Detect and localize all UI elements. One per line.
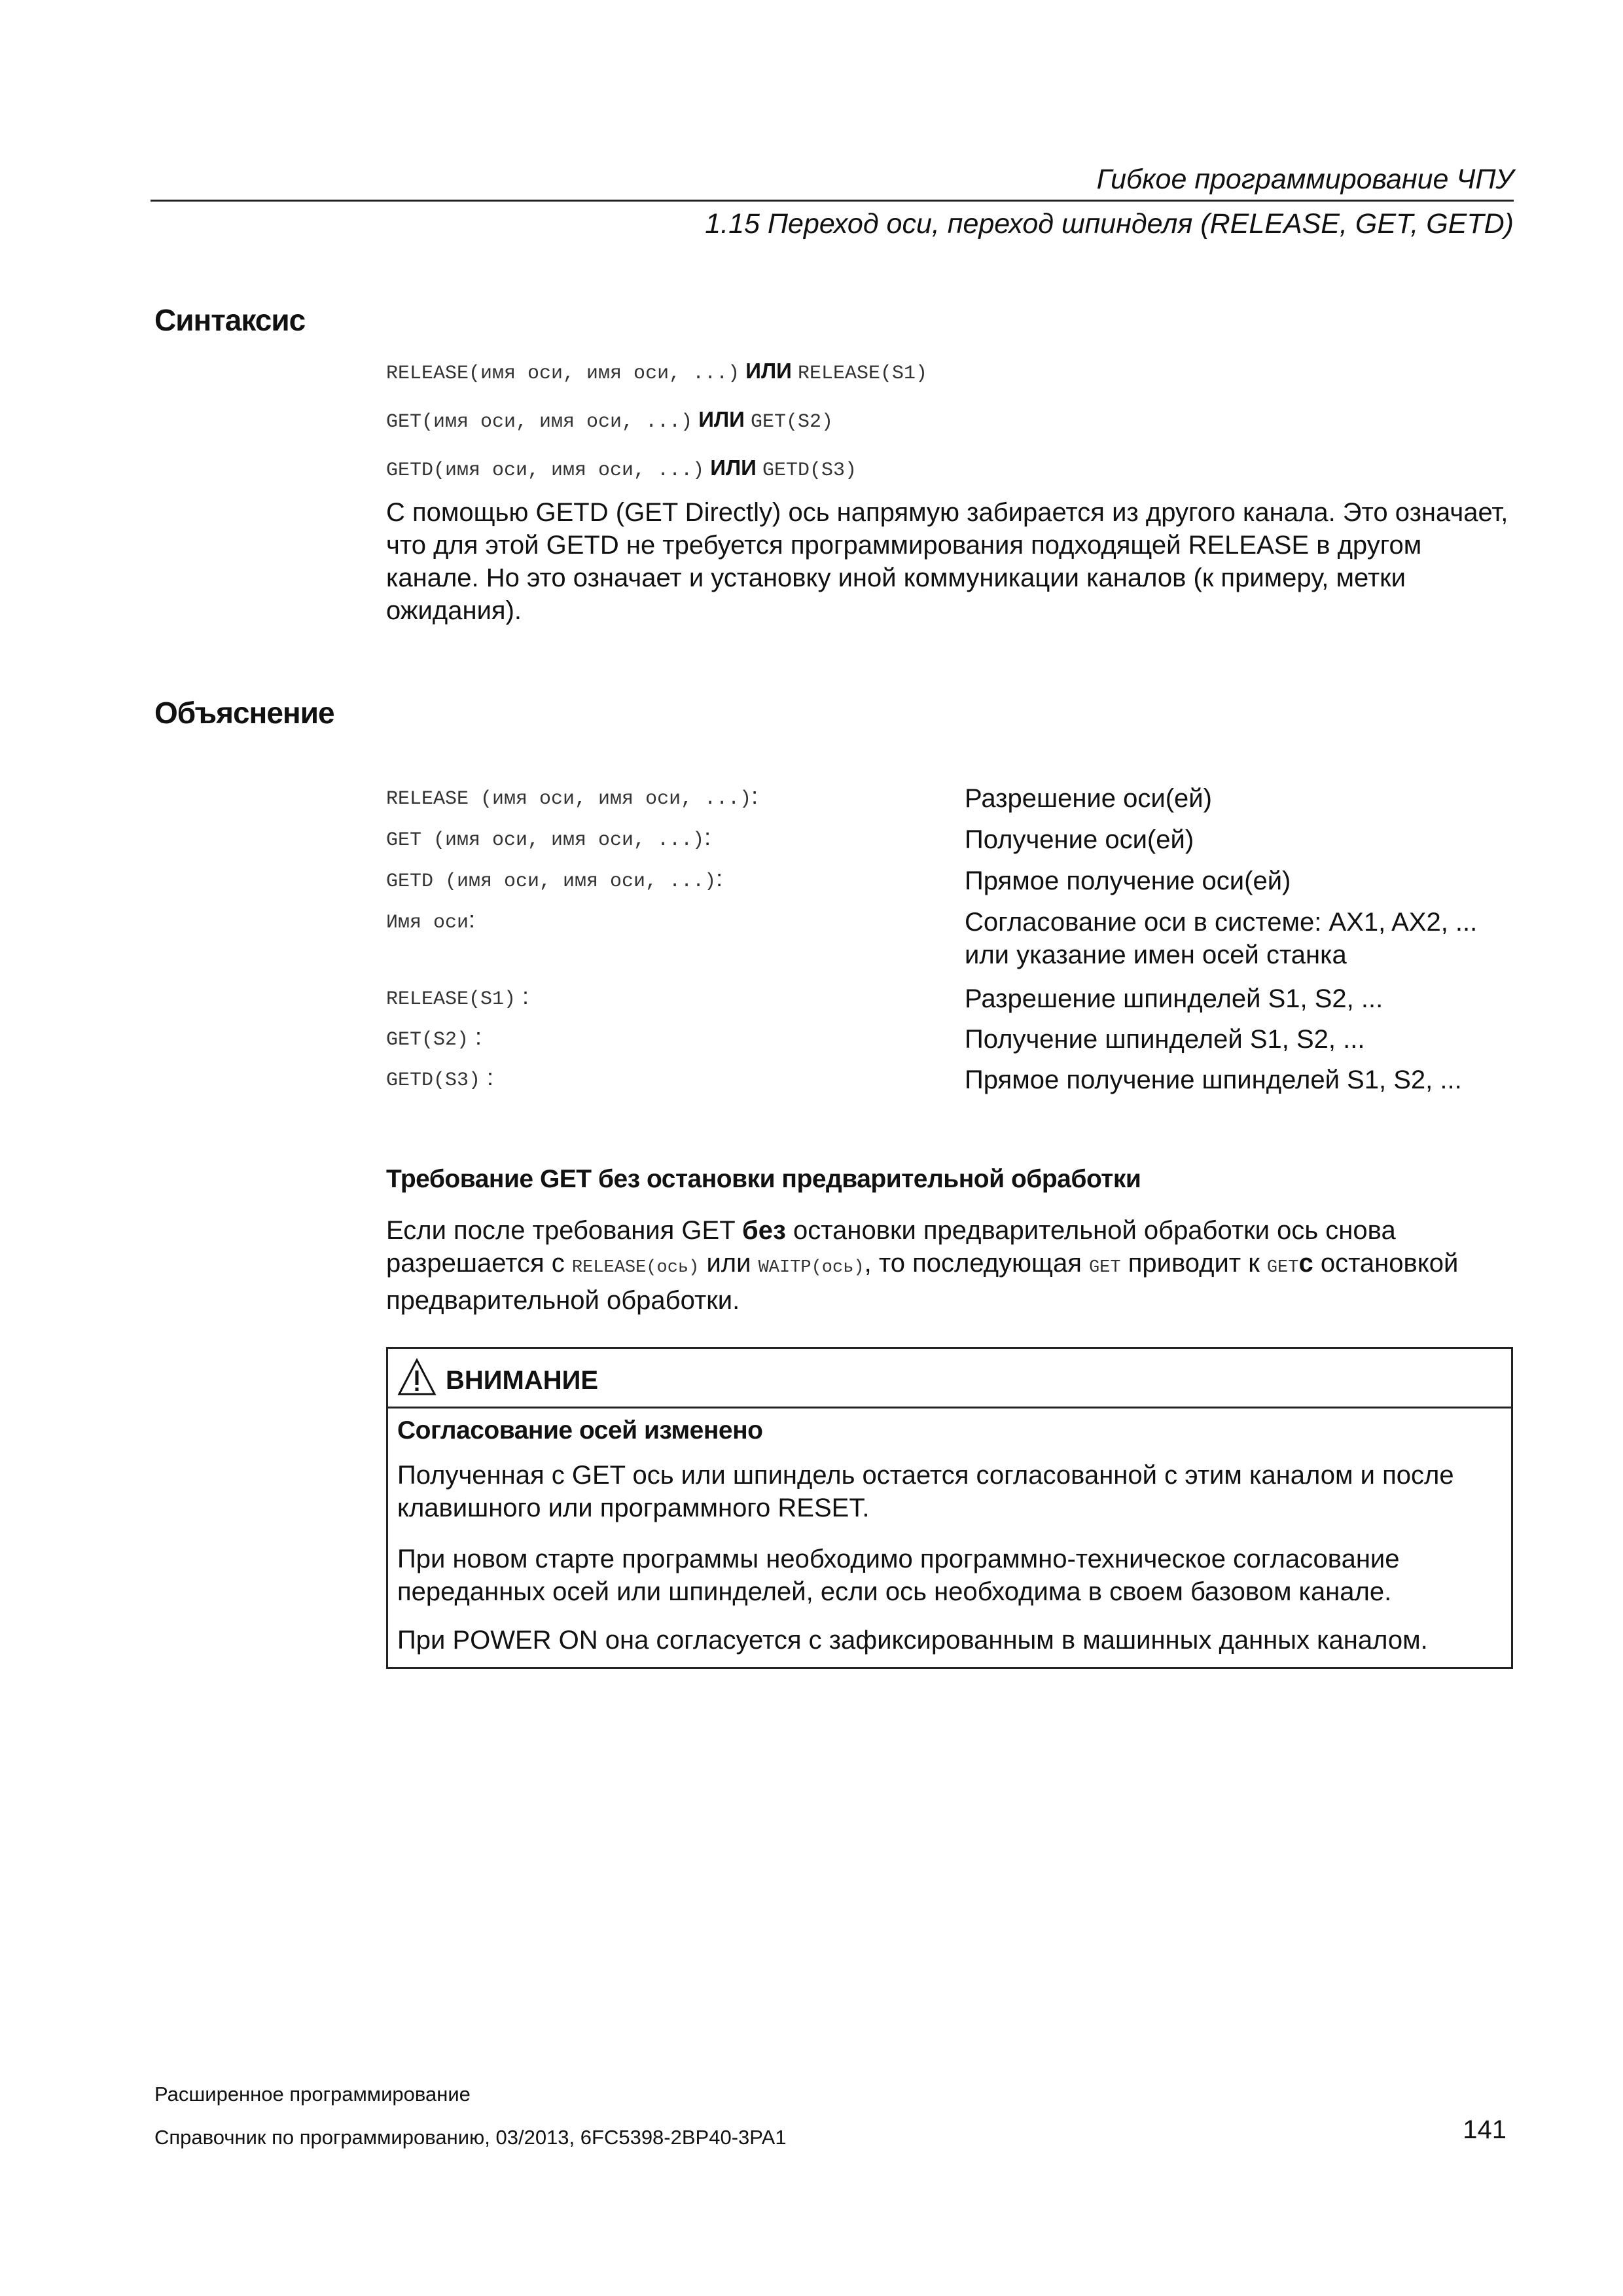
syntax-alt-code: GETD(S3) [762, 459, 857, 482]
running-header-section: 1.15 Переход оси, переход шпинделя (RELEASE, GET, GETD) [705, 208, 1514, 240]
page-number: 141 [1463, 2115, 1507, 2144]
bold-run: без [742, 1216, 786, 1245]
syntax-line-release [386, 359, 927, 385]
syntax-alt-code: RELEASE(S1) [798, 363, 928, 385]
syntax-line-get [386, 407, 833, 433]
explanation-colon: : [704, 823, 711, 850]
explanation-term: GETD(S3) [386, 1069, 481, 1092]
inline-code: WAITP(ось) [758, 1258, 865, 1278]
syntax-or-keyword: ИЛИ [704, 456, 763, 480]
explanation-desc: Прямое получение шпинделей S1, S2, ... [965, 1066, 1462, 1094]
requirement-paragraph [386, 1214, 1512, 1317]
inline-code: RELEASE(ось) [571, 1258, 700, 1278]
requirement-heading: Требование GET без остановки предварительной обработки [386, 1165, 1141, 1193]
text-run: Если после требования GET [386, 1216, 743, 1245]
explanation-term: GET(S2) [386, 1029, 469, 1051]
explanation-term: RELEASE(S1) [386, 988, 516, 1011]
inline-code: GET [1088, 1258, 1121, 1278]
warning-label: ВНИМАНИЕ [446, 1366, 599, 1395]
explanation-heading: Объяснение [154, 696, 334, 730]
explanation-colon: : [516, 982, 529, 1009]
explanation-desc: Получение оси(ей) [965, 825, 1194, 854]
running-header-title: Гибкое программирование ЧПУ [1096, 164, 1514, 195]
syntax-code: RELEASE(имя оси, имя оси, ...) [386, 363, 740, 385]
footer-book-title: Расширенное программирование [154, 2083, 471, 2106]
syntax-heading: Синтаксис [154, 303, 306, 337]
explanation-term: GETD (имя оси, имя оси, ...) [386, 870, 717, 893]
text-run: остановкой предварительной обработки. [386, 1249, 1459, 1315]
explanation-term: Имя оси [386, 912, 469, 934]
footer-edition: Справочник по программированию, 03/2013, 6FC5398-2BP40-3PA1 [154, 2126, 787, 2149]
text-run: остановки предварительной обработки ось снова разрешается с [386, 1216, 1396, 1278]
warning-paragraph: Полученная с GET ось или шпиндель остается согласованной с этим каналом и после клавишного или программного RESET. [397, 1461, 1454, 1522]
warning-title: Согласование осей изменено [397, 1416, 763, 1444]
text-run: или [699, 1249, 758, 1278]
explanation-colon: : [469, 906, 476, 933]
warning-triangle-icon [397, 1358, 437, 1396]
warning-paragraph: При новом старте программы необходимо программно-техническое согласование переданных осей или шпинделей, если ось необходима в своем базовом канале. [397, 1545, 1400, 1606]
syntax-paragraph: С помощью GETD (GET Directly) ось напрямую забирается из другого канала. Это означает, что для этой GETD не требуется программирования подходящей RELEASE в другом канале. Но это означает и установку иной коммуникации каналов (к примеру, метки ожидания). [386, 498, 1508, 625]
explanation-term: RELEASE (имя оси, имя оси, ...) [386, 788, 752, 810]
syntax-code: GET(имя оси, имя оси, ...) [386, 411, 693, 433]
explanation-desc: Получение шпинделей S1, S2, ... [965, 1025, 1365, 1054]
explanation-colon: : [469, 1023, 482, 1050]
header-rule [151, 200, 1514, 202]
inline-code: GET [1266, 1258, 1299, 1278]
syntax-alt-code: GET(S2) [751, 411, 834, 433]
bold-run: с [1298, 1249, 1313, 1278]
explanation-desc: Разрешение шпинделей S1, S2, ... [965, 984, 1383, 1013]
warning-paragraph: При POWER ON она согласуется с зафиксированным в машинных данных каналом. [397, 1626, 1428, 1655]
explanation-desc: Согласование оси в системе: AX1, AX2, ... или указание имен осей станка [965, 908, 1478, 969]
explanation-desc: Разрешение оси(ей) [965, 784, 1212, 813]
warning-box [386, 1347, 1513, 1669]
syntax-or-keyword: ИЛИ [692, 407, 751, 431]
syntax-code: GETD(имя оси, имя оси, ...) [386, 459, 705, 482]
warning-header [388, 1349, 1511, 1408]
text-run: приводит к [1120, 1249, 1267, 1278]
explanation-term: GET (имя оси, имя оси, ...) [386, 829, 705, 852]
explanation-colon: : [480, 1064, 494, 1090]
text-run: , то последующая [864, 1249, 1089, 1278]
syntax-or-keyword: ИЛИ [740, 359, 798, 383]
explanation-colon: : [751, 782, 758, 809]
explanation-colon: : [716, 865, 723, 891]
explanation-desc: Прямое получение оси(ей) [965, 867, 1291, 895]
syntax-line-getd [386, 456, 857, 482]
